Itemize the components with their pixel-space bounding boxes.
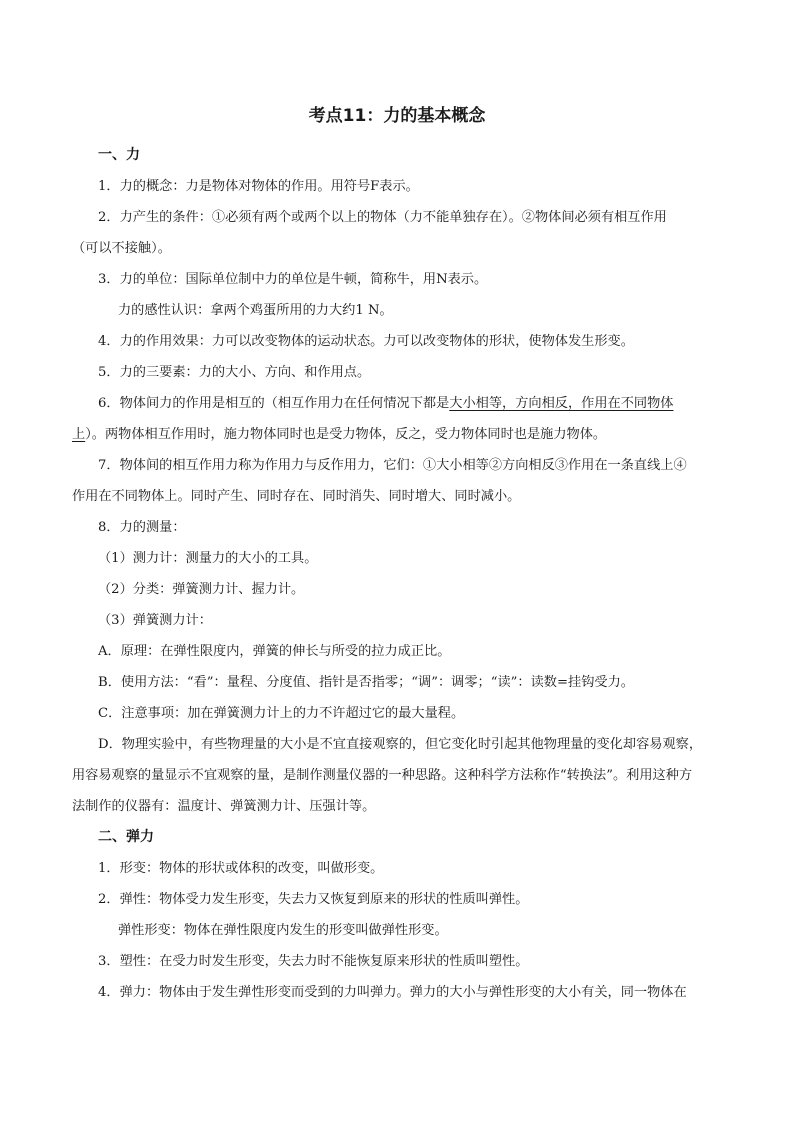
document-body	[72, 140, 724, 1008]
list-item: （3）弹簧测力计：	[98, 613, 212, 628]
page-title: 考点11：力的基本概念	[308, 106, 486, 126]
paragraph-sub: 力的感性认识：拿两个鸡蛋所用的力大约1 N。	[118, 303, 393, 318]
paragraph: 4．弹力：物体由于发生弹性形变而受到的力叫弹力。弹力的大小与弹性形变的大小有关，同一物体在	[98, 985, 687, 1000]
paragraph: 2．弹性：物体受力发生形变，失去力又恢复到原来的形状的性质叫弹性。	[98, 892, 529, 907]
section-heading-elastic-force: 二、弹力	[98, 829, 154, 845]
paragraph: 2．力产生的条件：①必须有两个或两个以上的物体（力不能单独存在）。②物体间必须有相互作用	[98, 210, 667, 225]
list-item: D．物理实验中，有些物理量的大小是不宜直接观察的，但它变化时引起其他物理量的变化却容易观察，	[98, 737, 703, 752]
paragraph-continuation: 法制作的仪器有：温度计、弹簧测力计、压强计等。	[72, 799, 376, 814]
underlined-text: 大小相等，方向相反，作用在不同物体	[449, 396, 674, 411]
paragraph: 1．力的概念：力是物体对物体的作用。用符号F表示。	[98, 179, 419, 194]
paragraph-continuation: 作用在不同物体上。同时产生、同时存在、同时消失、同时增大、同时减小。	[72, 489, 521, 504]
list-item: （2）分类：弹簧测力计、握力计。	[98, 582, 305, 597]
paragraph-sub: 弹性形变：物体在弹性限度内发生的形变叫做弹性形变。	[118, 923, 448, 938]
paragraph: 5．力的三要素：力的大小、方向、和作用点。	[98, 365, 371, 380]
underlined-text: 上	[72, 427, 86, 442]
text-run: ）。两物体相互作用时，施力物体同时也是受力物体，反之，受力物体同时也是施力物体。	[85, 427, 607, 442]
paragraph: 4．力的作用效果：力可以改变物体的运动状态。力可以改变物体的形状，使物体发生形变。	[98, 334, 634, 349]
paragraph-continuation	[72, 419, 724, 450]
paragraph: 7．物体间的相互作用力称为作用力与反作用力，它们：①大小相等②方向相反③作用在一条直线上④	[98, 458, 687, 473]
paragraph-continuation: （可以不接触）。	[72, 241, 171, 256]
section-heading-force: 一、力	[98, 147, 140, 163]
text-run: 6．物体间力的作用是相互的（相互作用力在任何情况下都是	[98, 396, 450, 411]
list-item: C．注意事项：加在弹簧测力计上的力不许超过它的最大量程。	[98, 706, 465, 721]
paragraph: 3．力的单位：国际单位制中力的单位是牛顿，简称牛，用N表示。	[98, 272, 488, 287]
paragraph	[72, 388, 724, 419]
list-item: （1）测力计：测量力的大小的工具。	[98, 551, 318, 566]
paragraph: 8．力的测量：	[98, 520, 186, 535]
list-item: A．原理：在弹性限度内，弹簧的伸长与所受的拉力成正比。	[98, 644, 451, 659]
paragraph-continuation: 用容易观察的量显示不宜观察的量，是制作测量仪器的一种思路。这种科学方法称作“转换法”。利用这种方	[72, 768, 693, 783]
list-item: B．使用方法：“看”：量程、分度值、指针是否指零；“调”：调零；“读”：读数=挂钩受力。	[98, 675, 634, 690]
paragraph: 1．形变：物体的形状或体积的改变，叫做形变。	[98, 861, 384, 876]
paragraph: 3．塑性：在受力时发生形变，失去力时不能恢复原来形状的性质叫塑性。	[98, 954, 529, 969]
